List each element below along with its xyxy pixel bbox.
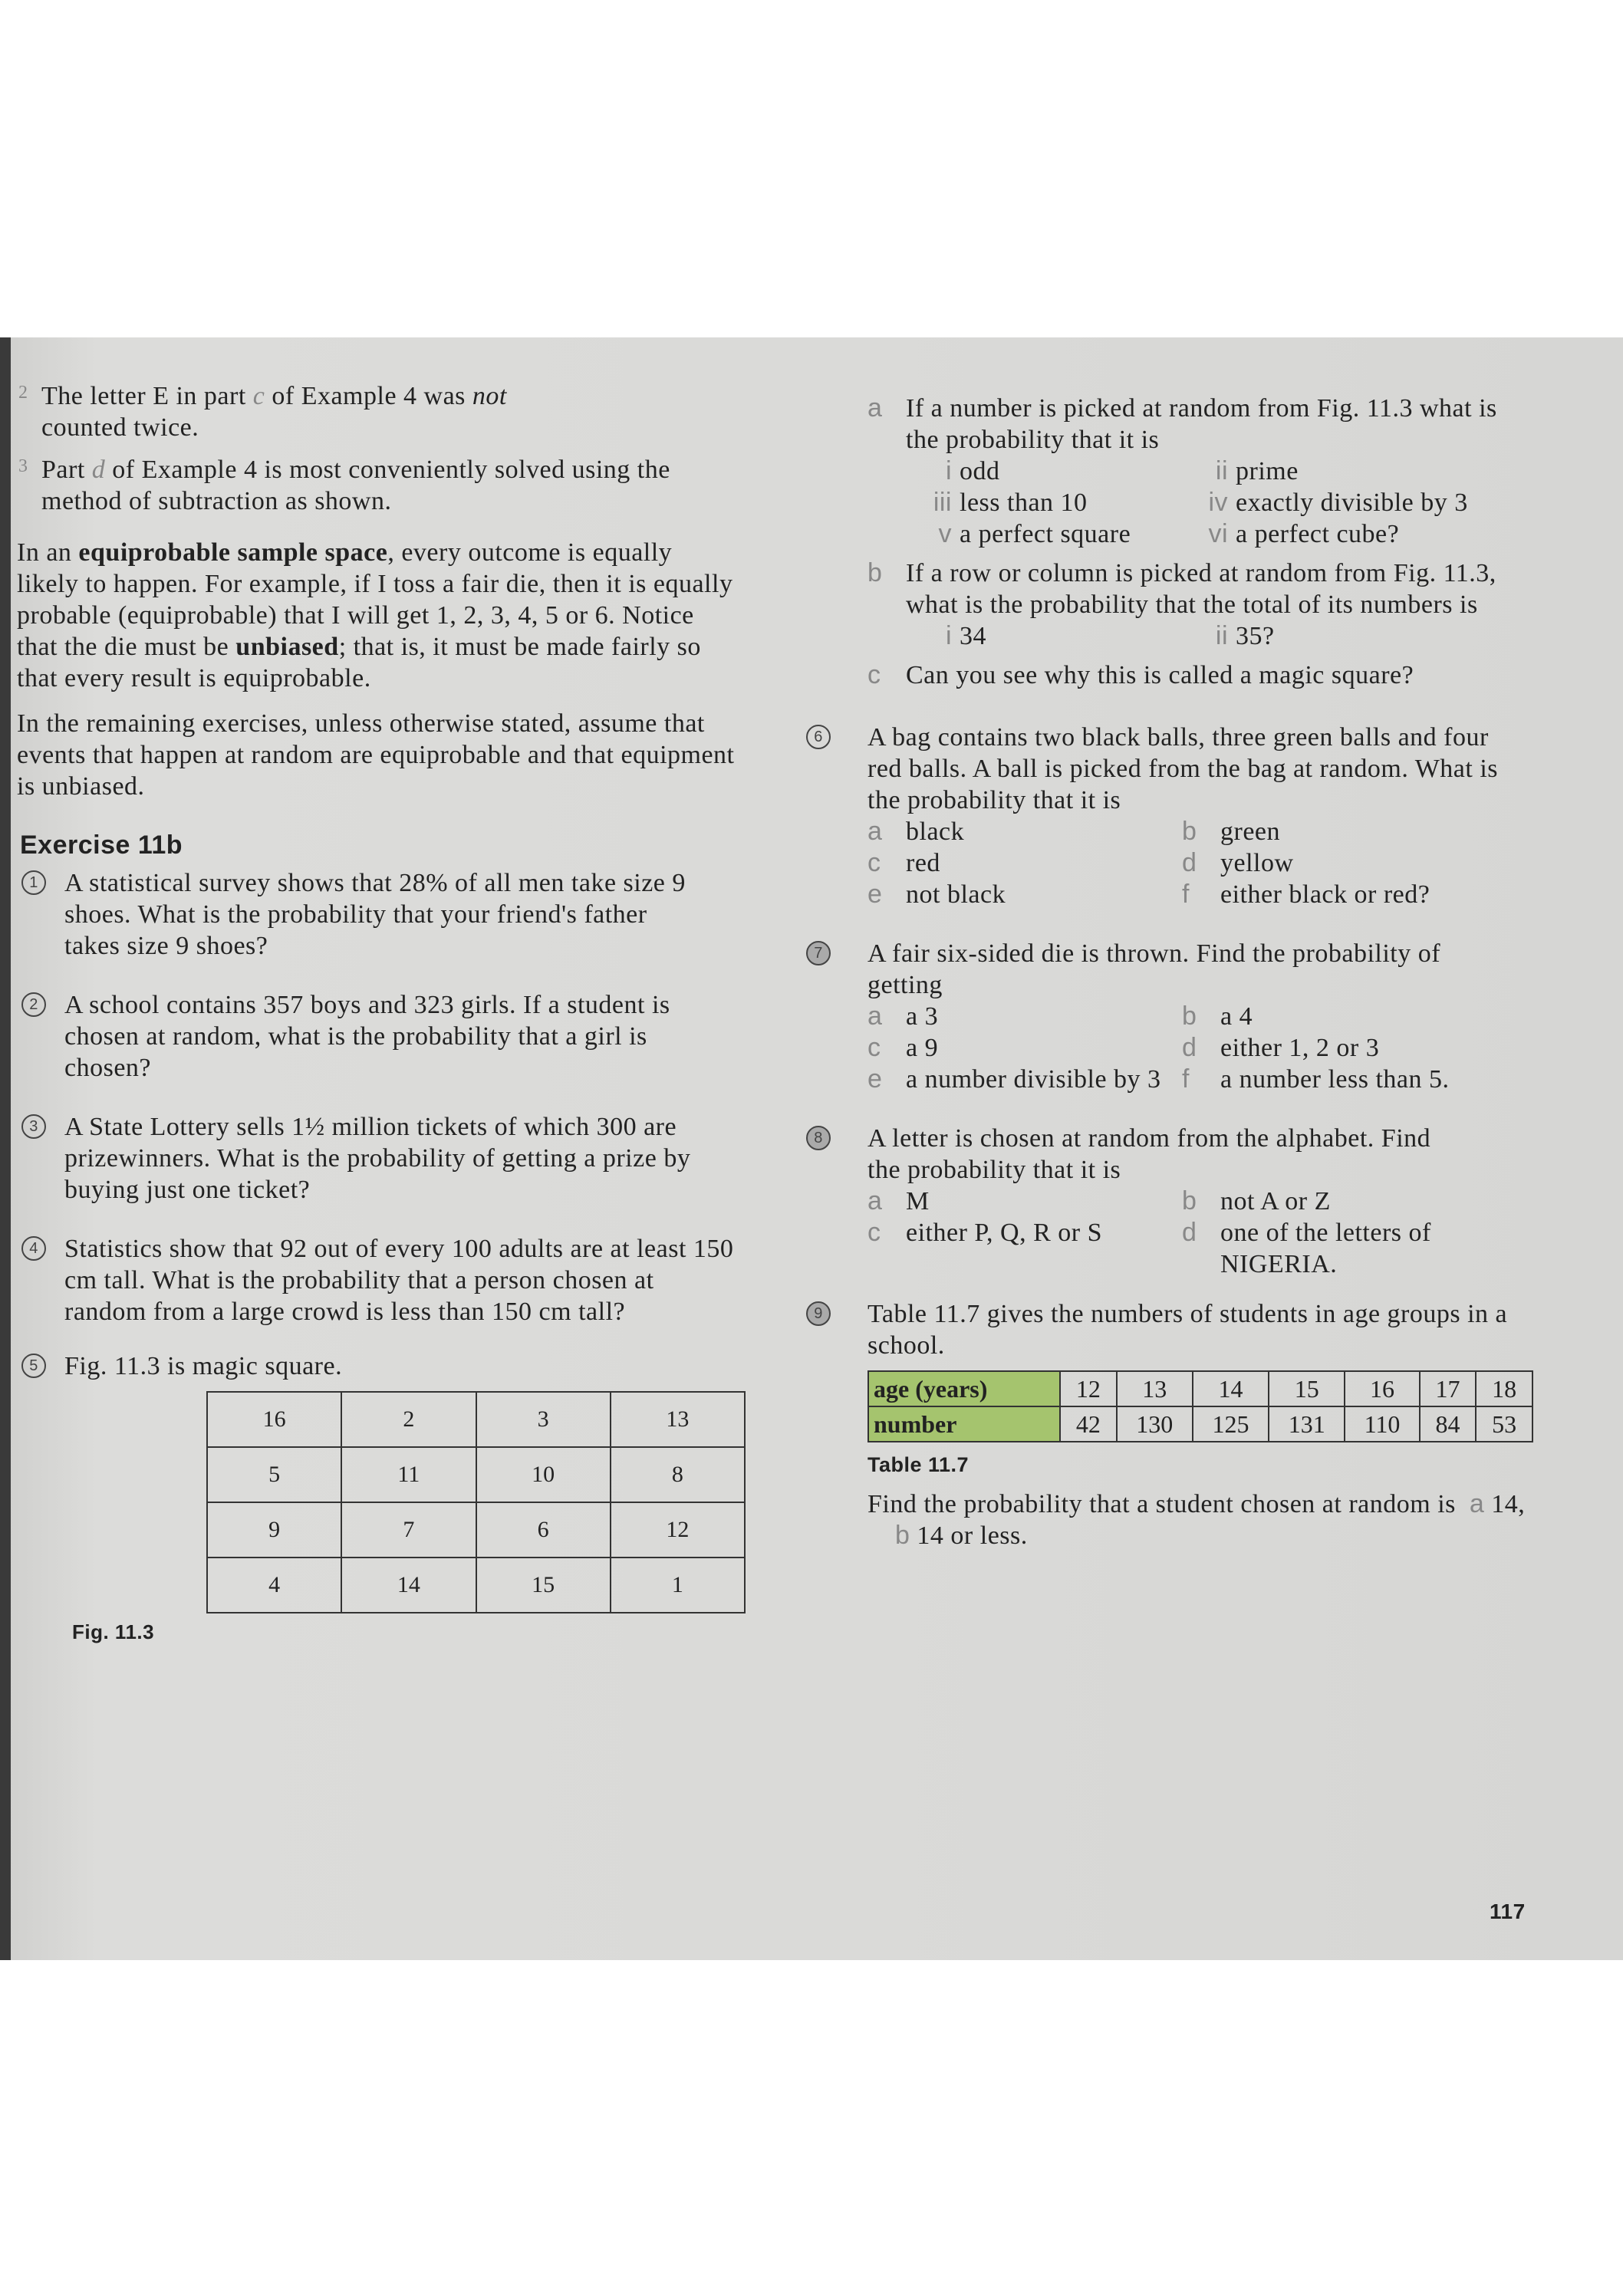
note-3 <box>18 454 686 517</box>
text: 14, <box>1491 1490 1526 1518</box>
text: d <box>91 456 106 484</box>
number-row <box>868 1406 1532 1442</box>
part-label: c <box>867 660 881 689</box>
option-label: e <box>867 1064 883 1094</box>
magic-square-cell: 1 <box>611 1558 745 1613</box>
question-5c <box>867 660 1558 691</box>
text: ; that is, it must be made fairly so that every result is equiprobable. <box>17 633 701 692</box>
question-8 <box>814 1123 1558 1280</box>
number-cell: 131 <box>1269 1406 1345 1442</box>
option-label: ii <box>1215 456 1228 485</box>
answer-option <box>1182 1064 1527 1095</box>
number-cell: 130 <box>1117 1406 1193 1442</box>
part-label: a <box>1469 1489 1485 1518</box>
answer-option <box>906 518 1182 550</box>
number-cell: 84 <box>1420 1406 1477 1442</box>
text: not <box>472 382 507 410</box>
answer-option <box>1182 487 1542 518</box>
magic-square-row <box>207 1447 745 1502</box>
fig-caption: Fig. 11.3 <box>72 1620 155 1643</box>
option-text: 34 <box>960 622 986 650</box>
answer-option <box>906 456 1182 487</box>
answer-option <box>1182 1186 1527 1217</box>
option-text: exactly divisible by 3 <box>1236 488 1468 517</box>
text: The letter E in part <box>41 382 253 410</box>
magic-square-cell: 2 <box>341 1392 476 1447</box>
option-label: vi <box>1208 519 1228 548</box>
text: A statistical survey shows that 28% of all men take size 9 shoes. What is the probability that your friend's father takes size 9 shoes? <box>64 869 686 960</box>
answer-option <box>906 620 1182 652</box>
number-cell: 42 <box>1060 1406 1117 1442</box>
answer-option <box>1182 1217 1527 1280</box>
answer-option <box>867 1186 1182 1217</box>
option-text: a number less than 5. <box>1220 1065 1450 1094</box>
text: equiprobable sample space <box>78 538 388 567</box>
question-2 <box>29 989 739 1084</box>
option-text: black <box>906 817 965 846</box>
option-label: c <box>867 1218 881 1247</box>
table-caption: Table 11.7 <box>867 1453 970 1476</box>
answer-option <box>867 847 1182 879</box>
option-text: M <box>906 1187 930 1215</box>
magic-square-cell: 14 <box>341 1558 476 1613</box>
answer-option <box>1182 1032 1527 1064</box>
magic-square-cell: 11 <box>341 1447 476 1502</box>
age-cell: 12 <box>1060 1371 1117 1406</box>
option-label: c <box>867 1033 881 1062</box>
option-text: odd <box>960 457 1000 485</box>
text: Can you see why this is called a magic square? <box>906 661 1414 689</box>
age-cell: 13 <box>1117 1371 1193 1406</box>
question-1 <box>29 867 693 962</box>
age-header: age (years) <box>868 1371 1060 1406</box>
option-label: a <box>867 1002 883 1031</box>
options <box>867 816 1558 910</box>
page-binding-edge <box>0 337 11 1960</box>
left-column <box>17 380 746 1644</box>
question-3 <box>29 1111 724 1206</box>
right-column <box>814 393 1558 1551</box>
option-text: a 9 <box>906 1034 939 1062</box>
age-cell: 18 <box>1476 1371 1532 1406</box>
age-cell: 15 <box>1269 1371 1345 1406</box>
question-number: 1 <box>21 870 46 895</box>
magic-square-cell: 16 <box>207 1392 341 1447</box>
magic-square-row <box>207 1558 745 1613</box>
option-text: less than 10 <box>960 488 1088 517</box>
answer-option <box>867 816 1182 847</box>
text: c <box>252 382 265 410</box>
option-text: either black or red? <box>1220 880 1430 909</box>
option-label: d <box>1182 848 1197 877</box>
magic-square-cell: 12 <box>611 1502 745 1558</box>
option-text: 35? <box>1236 622 1275 650</box>
age-row <box>868 1371 1532 1406</box>
question-7 <box>814 938 1558 1095</box>
text: A bag contains two black balls, three green balls and four red balls. A ball is picked from the bag at random. What is the probability that it is <box>867 723 1499 814</box>
note-2 <box>18 380 716 443</box>
part-label: b <box>867 558 883 587</box>
text: Table 11.7 gives the numbers of students in age groups in a school. <box>867 1300 1508 1360</box>
age-cell: 14 <box>1193 1371 1269 1406</box>
text: 14 or less. <box>917 1521 1028 1550</box>
text: A letter is chosen at random from the alphabet. Find the probability that it is <box>867 1124 1431 1184</box>
magic-square-cell: 5 <box>207 1447 341 1502</box>
magic-square-cell: 3 <box>476 1392 611 1447</box>
number-header: number <box>868 1406 1060 1442</box>
text: In an <box>17 538 79 567</box>
question-5a <box>867 393 1558 550</box>
text: A school contains 357 boys and 323 girls. If a student is chosen at random, what is the probability that a girl is chosen? <box>64 991 670 1082</box>
option-label: i <box>945 621 952 650</box>
question-number: 3 <box>21 1114 46 1139</box>
option-text: one of the letters of NIGERIA. <box>1220 1219 1431 1278</box>
answer-option <box>867 1217 1182 1280</box>
option-label: b <box>1182 1186 1197 1215</box>
option-text: a perfect square <box>960 520 1131 548</box>
text: A State Lottery sells 1½ million tickets of which 300 are prizewinners. What is the probability of getting a prize by buying just one ticket? <box>64 1113 691 1204</box>
magic-square <box>206 1391 746 1613</box>
option-text: a perfect cube? <box>1236 520 1400 548</box>
answer-option <box>1182 879 1527 910</box>
option-label: f <box>1182 880 1190 909</box>
answer-option <box>906 487 1182 518</box>
option-label: f <box>1182 1064 1190 1094</box>
option-text: a 4 <box>1220 1002 1253 1031</box>
option-label: iv <box>1208 488 1228 517</box>
question-4 <box>29 1233 739 1327</box>
magic-square-cell: 4 <box>207 1558 341 1613</box>
text: Find the probability that a student chosen at random is <box>867 1490 1456 1518</box>
text: Fig. 11.3 is magic square. <box>64 1352 343 1380</box>
options <box>906 620 1558 652</box>
age-cell: 16 <box>1345 1371 1419 1406</box>
note-number: 2 <box>18 383 28 403</box>
option-label: a <box>867 817 883 846</box>
text: A fair six-sided die is thrown. Find the probability of getting <box>867 939 1441 999</box>
number-cell: 125 <box>1193 1406 1269 1442</box>
text: Part <box>41 456 92 484</box>
question-number: 5 <box>21 1354 46 1378</box>
answer-option <box>867 1032 1182 1064</box>
question-number: 7 <box>806 941 831 965</box>
part-label: a <box>867 393 883 423</box>
assumption-paragraph: In the remaining exercises, unless otherwise stated, assume that events that happen at random are equiprobable and that equipment is unbiased. <box>17 709 735 801</box>
option-label: v <box>938 519 952 548</box>
magic-square-cell: 10 <box>476 1447 611 1502</box>
magic-square-cell: 8 <box>611 1447 745 1502</box>
question-6 <box>814 722 1558 910</box>
option-text: prime <box>1236 457 1299 485</box>
answer-option <box>867 1001 1182 1032</box>
number-cell: 53 <box>1476 1406 1532 1442</box>
options <box>906 456 1558 550</box>
option-label: iii <box>933 488 952 517</box>
question-number: 9 <box>806 1301 831 1326</box>
option-text: green <box>1220 817 1281 846</box>
magic-square-cell: 6 <box>476 1502 611 1558</box>
answer-option <box>1182 456 1542 487</box>
option-text: either P, Q, R or S <box>906 1219 1102 1247</box>
text: counted twice. <box>41 413 199 442</box>
option-label: d <box>1182 1033 1197 1062</box>
option-label: e <box>867 880 883 909</box>
option-label: c <box>867 848 881 877</box>
text: of Example 4 is most conveniently solved using the method of subtraction as shown. <box>41 456 670 515</box>
magic-square-row <box>207 1392 745 1447</box>
option-label: d <box>1182 1218 1197 1247</box>
option-text: red <box>906 849 940 877</box>
magic-square-row <box>207 1502 745 1558</box>
question-5 <box>29 1350 678 1382</box>
text: If a row or column is picked at random from Fig. 11.3, what is the probability that the total of its numbers is <box>906 559 1496 619</box>
options <box>867 1186 1558 1280</box>
text: Statistics show that 92 out of every 100 adults are at least 150 cm tall. What is the probability that a person chosen at random from a large crowd is less than 150 cm tall? <box>64 1235 734 1326</box>
note-number: 3 <box>18 456 28 476</box>
answer-option <box>1182 847 1527 879</box>
page-number: 117 <box>1490 1900 1526 1923</box>
option-label: b <box>1182 817 1197 846</box>
age-cell: 17 <box>1420 1371 1477 1406</box>
text: If a number is picked at random from Fig. 11.3 what is the probability that it is <box>906 394 1497 454</box>
answer-option <box>867 1064 1182 1095</box>
question-number: 2 <box>21 992 46 1017</box>
answer-option <box>1182 816 1527 847</box>
option-text: not black <box>906 880 1006 909</box>
question-9 <box>814 1298 1558 1361</box>
options <box>867 1001 1558 1095</box>
exercise-title: Exercise 11b <box>20 831 183 860</box>
number-cell: 110 <box>1345 1406 1419 1442</box>
text: , every outcome is equally likely to happen. For example, if I toss a fair die, then it is equally probable (equiprobable) that I will get 1, 2, 3, 4, 5 or 6. Notice that the die must be <box>17 538 733 661</box>
question-5b <box>867 558 1558 652</box>
equiprobable-paragraph <box>17 537 738 694</box>
text: of Example 4 was <box>265 382 472 410</box>
answer-option <box>1182 1001 1527 1032</box>
option-label: a <box>867 1186 883 1215</box>
option-text: either 1, 2 or 3 <box>1220 1034 1380 1062</box>
magic-square-cell: 13 <box>611 1392 745 1447</box>
option-text: not A or Z <box>1220 1187 1331 1215</box>
magic-square-cell: 7 <box>341 1502 476 1558</box>
age-table <box>867 1370 1533 1442</box>
option-text: yellow <box>1220 849 1294 877</box>
question-number: 6 <box>806 725 831 749</box>
magic-square-cell: 15 <box>476 1558 611 1613</box>
answer-option <box>1182 620 1542 652</box>
answer-option <box>1182 518 1542 550</box>
option-label: b <box>1182 1002 1197 1031</box>
option-text: a 3 <box>906 1002 939 1031</box>
magic-square-cell: 9 <box>207 1502 341 1558</box>
text: unbiased <box>235 633 339 661</box>
option-label: i <box>945 456 952 485</box>
option-label: ii <box>1215 621 1228 650</box>
option-text: a number divisible by 3 <box>906 1065 1161 1094</box>
question-number: 4 <box>21 1236 46 1261</box>
answer-option <box>867 879 1182 910</box>
part-label: b <box>895 1521 910 1550</box>
question-9-prompt <box>867 1488 1542 1551</box>
question-number: 8 <box>806 1126 831 1150</box>
